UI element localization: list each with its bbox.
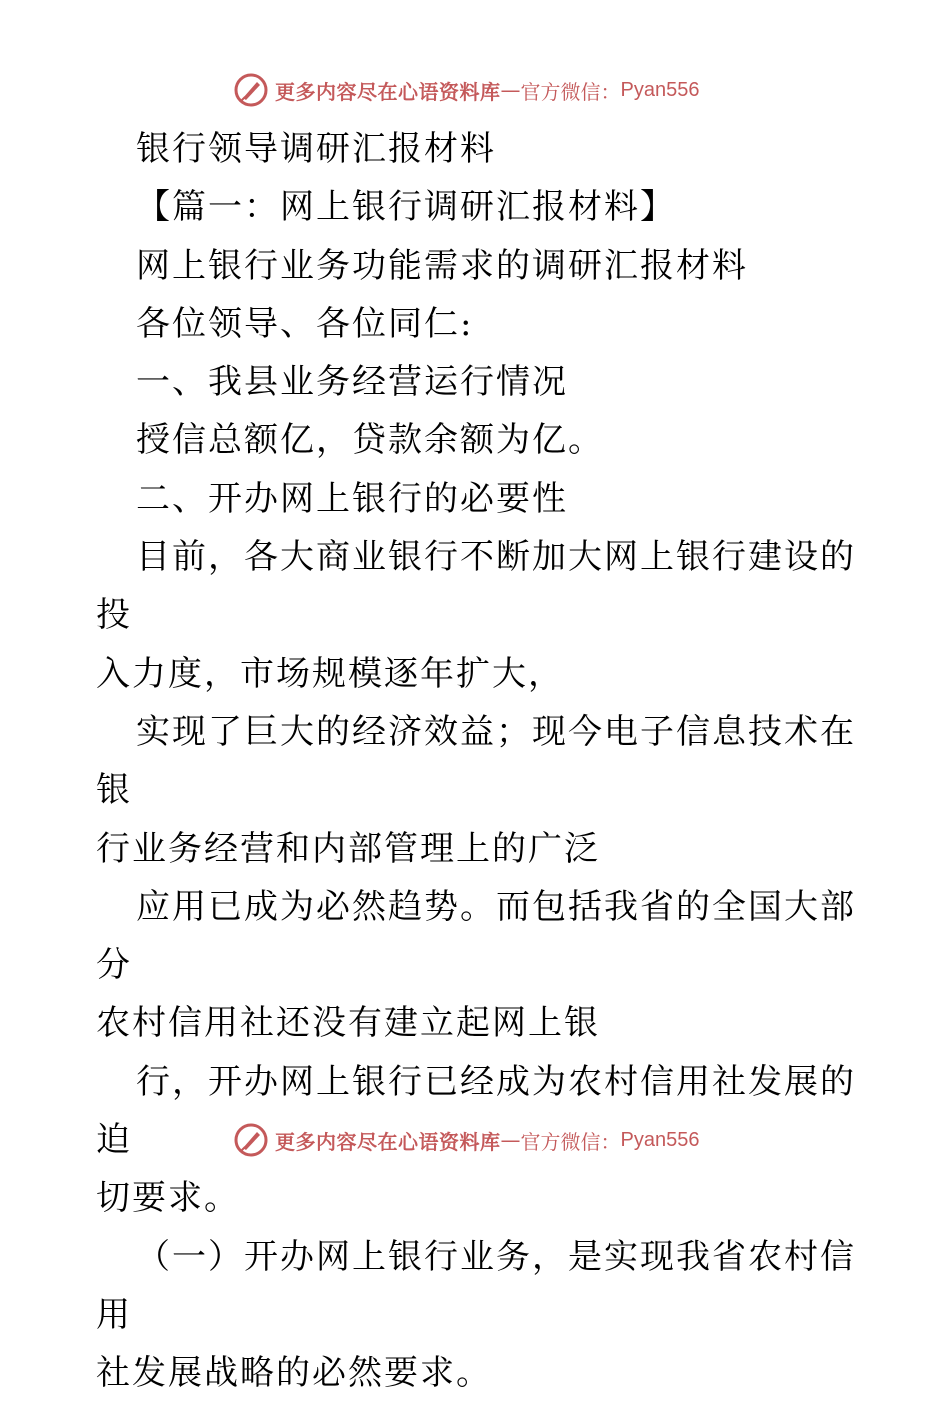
text-line: 入力度，市场规模逐年扩大， — [96, 653, 564, 694]
text-line: 切要求。 — [96, 1178, 240, 1219]
banner-wechat-label: 官方微信： — [520, 1129, 621, 1154]
text-line: 目前，各大商业银行不断加大网上银行建设的投 — [96, 537, 856, 636]
text-line: 应用已成为必然趋势。而包括我省的全国大部分 — [96, 886, 856, 986]
banner-wechat-id: Pyan556 — [620, 78, 700, 101]
text-line: 社发展战略的必然要求。 — [96, 1353, 492, 1394]
banner-wechat-label: 官方微信： — [520, 79, 621, 104]
salutation: 各位领导、各位同仁: — [136, 303, 474, 344]
section-heading: 【篇一：网上银行调研汇报材料】 — [136, 187, 676, 228]
document-body — [96, 120, 856, 1403]
text-line: 行，开办网上银行已经成为农村信用社发展的迫 — [96, 1061, 856, 1161]
section-two-heading: 二、开办网上银行的必要性 — [136, 478, 568, 519]
quill-logo-icon — [233, 72, 269, 108]
section-one-heading: 一、我县业务经营运行情况 — [136, 362, 568, 403]
banner-dash: — — [500, 78, 521, 102]
footer-banner — [233, 1120, 753, 1160]
banner-main-text: 更多内容尽在心语资料库 — [275, 79, 501, 104]
doc-title: 银行领导调研汇报材料 — [136, 129, 496, 169]
subtitle: 网上银行业务功能需求的调研汇报材料 — [136, 245, 748, 286]
banner-wechat-id: Pyan556 — [620, 1128, 700, 1151]
banner-dash: — — [500, 1128, 521, 1152]
text-line: 授信总额亿，贷款余额为亿。 — [136, 420, 604, 461]
text-line: 农村信用社还没有建立起网上银 — [96, 1003, 600, 1044]
banner-main-text: 更多内容尽在心语资料库 — [275, 1129, 501, 1154]
text-line: （一）开办网上银行业务，是实现我省农村信用 — [96, 1236, 856, 1335]
text-line: 行业务经营和内部管理上的广泛 — [96, 828, 600, 869]
quill-logo-icon — [233, 1122, 269, 1158]
text-line: 实现了巨大的经济效益；现今电子信息技术在银 — [96, 711, 856, 811]
header-banner — [233, 70, 753, 110]
